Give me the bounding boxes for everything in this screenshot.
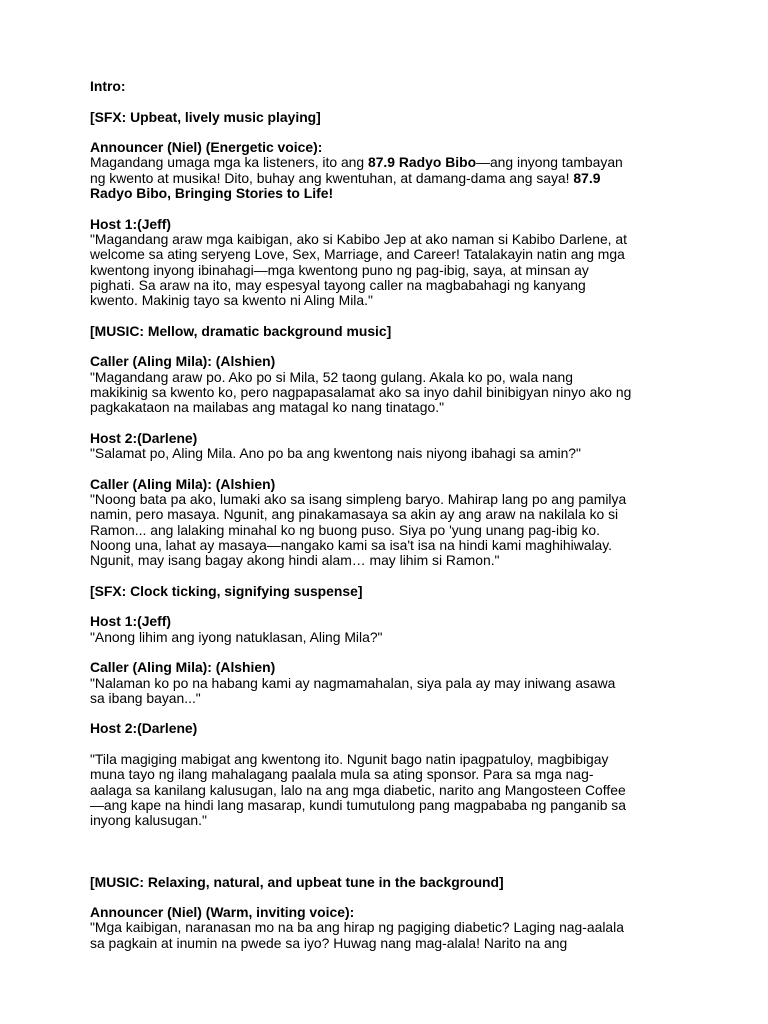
dialogue-line: welcome sa ating seryeng Love, Sex, Marriage, and Career! Tatalakayin natin ang mga xyxy=(90,246,625,263)
dialogue-line: makikinig sa kwento ko, pero nagpapasalamat ako sa inyo dahil binibigyan ninyo ako ng xyxy=(90,383,632,400)
dialogue-line: Ramon... ang lalaking minahal ko ng buong puso. Siya po 'yung unang pag-ibig ko. xyxy=(90,521,601,538)
music-cue: [MUSIC: Mellow, dramatic background music] xyxy=(90,322,392,339)
announcer-block-2 xyxy=(90,905,690,951)
caller-block-2 xyxy=(90,477,690,569)
dialogue-line: "Nalaman ko po na habang kami ay nagmamahalan, siya pala ay may iniwang asawa xyxy=(90,674,616,691)
speaker-label: Announcer (Niel) (Warm, inviting voice): xyxy=(90,904,355,921)
dialogue-line: Radyo Bibo, Bringing Stories to Life! xyxy=(90,185,334,202)
dialogue-line: Ngunit, may isang bagay akong hindi alam… may lihim si Ramon." xyxy=(90,552,500,569)
host1-block-1 xyxy=(90,217,690,309)
script-body xyxy=(90,79,690,951)
dialogue-line: ng kwento at musika! Dito, buhay ang kwentuhan, at damang-dama ang saya! 87.9 xyxy=(90,169,601,186)
speaker-label: Caller (Aling Mila): (Alshien) xyxy=(90,475,276,492)
music-cue: [MUSIC: Relaxing, natural, and upbeat tune in the background] xyxy=(90,873,504,890)
dialogue-line: pagkakataon na mailabas ang matagal ko nang tinatago." xyxy=(90,399,444,416)
speaker-label: Host 1:(Jeff) xyxy=(90,215,172,232)
dialogue-line: kwento. Makinig tayo sa kwento ni Aling Mila." xyxy=(90,292,373,309)
dialogue-line: sa pagkain at inumin na pwede sa iyo? Huwag nang mag-alala! Narito na ang xyxy=(90,934,568,951)
dialogue-line: muna tayo ng ilang mahalagang paalala mula sa ating sponsor. Para sa mga nag- xyxy=(90,766,594,783)
intro-heading: Intro: xyxy=(90,78,126,94)
speaker-label: Caller (Aling Mila): (Alshien) xyxy=(90,353,276,370)
host2-block-1 xyxy=(90,431,690,462)
speaker-label: Host 2:(Darlene) xyxy=(90,429,198,446)
dialogue-line: sa ibang bayan..." xyxy=(90,689,201,706)
dialogue-line: aalaga sa kanilang kalusugan, lalo na ang mga diabetic, narito ang Mangosteen Coffee xyxy=(90,781,626,798)
speaker-label: Host 1:(Jeff) xyxy=(90,613,172,630)
dialogue-line: "Magandang araw po. Ako po si Mila, 52 taong gulang. Akala ko po, wala nang xyxy=(90,368,573,385)
dialogue-line: "Mga kaibigan, naranasan mo na ba ang hirap ng pagiging diabetic? Laging nag-aalala xyxy=(90,919,624,936)
dialogue-line: namin, pero masaya. Ngunit, ang pinakamasaya sa akin ay ang araw na nakilala ko si xyxy=(90,506,619,523)
announcer-block-1 xyxy=(90,140,690,201)
dialogue-line: inyong kalusugan." xyxy=(90,812,207,829)
caller-block-3 xyxy=(90,660,690,706)
speaker-label: Announcer (Niel) (Energetic voice): xyxy=(90,139,323,156)
dialogue-line: "Anong lihim ang iyong natuklasan, Aling Mila?" xyxy=(90,628,383,645)
sfx-cue: [SFX: Clock ticking, signifying suspense] xyxy=(90,582,363,599)
dialogue-line: Magandang umaga mga ka listeners, ito ang 87.9 Radyo Bibo—ang inyong tambayan xyxy=(90,154,623,171)
dialogue-line: "Noong bata pa ako, lumaki ako sa isang simpleng baryo. Mahirap lang po ang pamilya xyxy=(90,491,627,508)
sfx-cue: [SFX: Upbeat, lively music playing] xyxy=(90,108,321,125)
speaker-label: Caller (Aling Mila): (Alshien) xyxy=(90,659,276,676)
dialogue-line: "Salamat po, Aling Mila. Ano po ba ang kwentong nais niyong ibahagi sa amin?" xyxy=(90,445,581,462)
host2-block-2 xyxy=(90,721,690,828)
dialogue-line: "Tila magiging mabigat ang kwentong ito. Ngunit bago natin ipagpatuloy, magbibigay xyxy=(90,751,609,768)
dialogue-line: "Magandang araw mga kaibigan, ako si Kabibo Jep at ako naman si Kabibo Darlene, at xyxy=(90,230,627,247)
dialogue-line: —ang kape na hindi lang masarap, kundi tumutulong pang magpababa ng panganib sa xyxy=(90,796,626,813)
dialogue-line: pighati. Sa araw na ito, may espesyal tayong caller na magbabahagi ng kanyang xyxy=(90,276,586,293)
caller-block-1 xyxy=(90,354,690,415)
host1-block-2 xyxy=(90,614,690,645)
dialogue-line: kwentong inyong ibinahagi—mga kwentong puno ng pag-ibig, saya, at minsan ay xyxy=(90,261,589,278)
dialogue-line: Noong una, lahat ay masaya—nangako kami sa isa't isa na hindi kami maghihiwalay. xyxy=(90,536,613,553)
speaker-label: Host 2:(Darlene) xyxy=(90,720,198,737)
